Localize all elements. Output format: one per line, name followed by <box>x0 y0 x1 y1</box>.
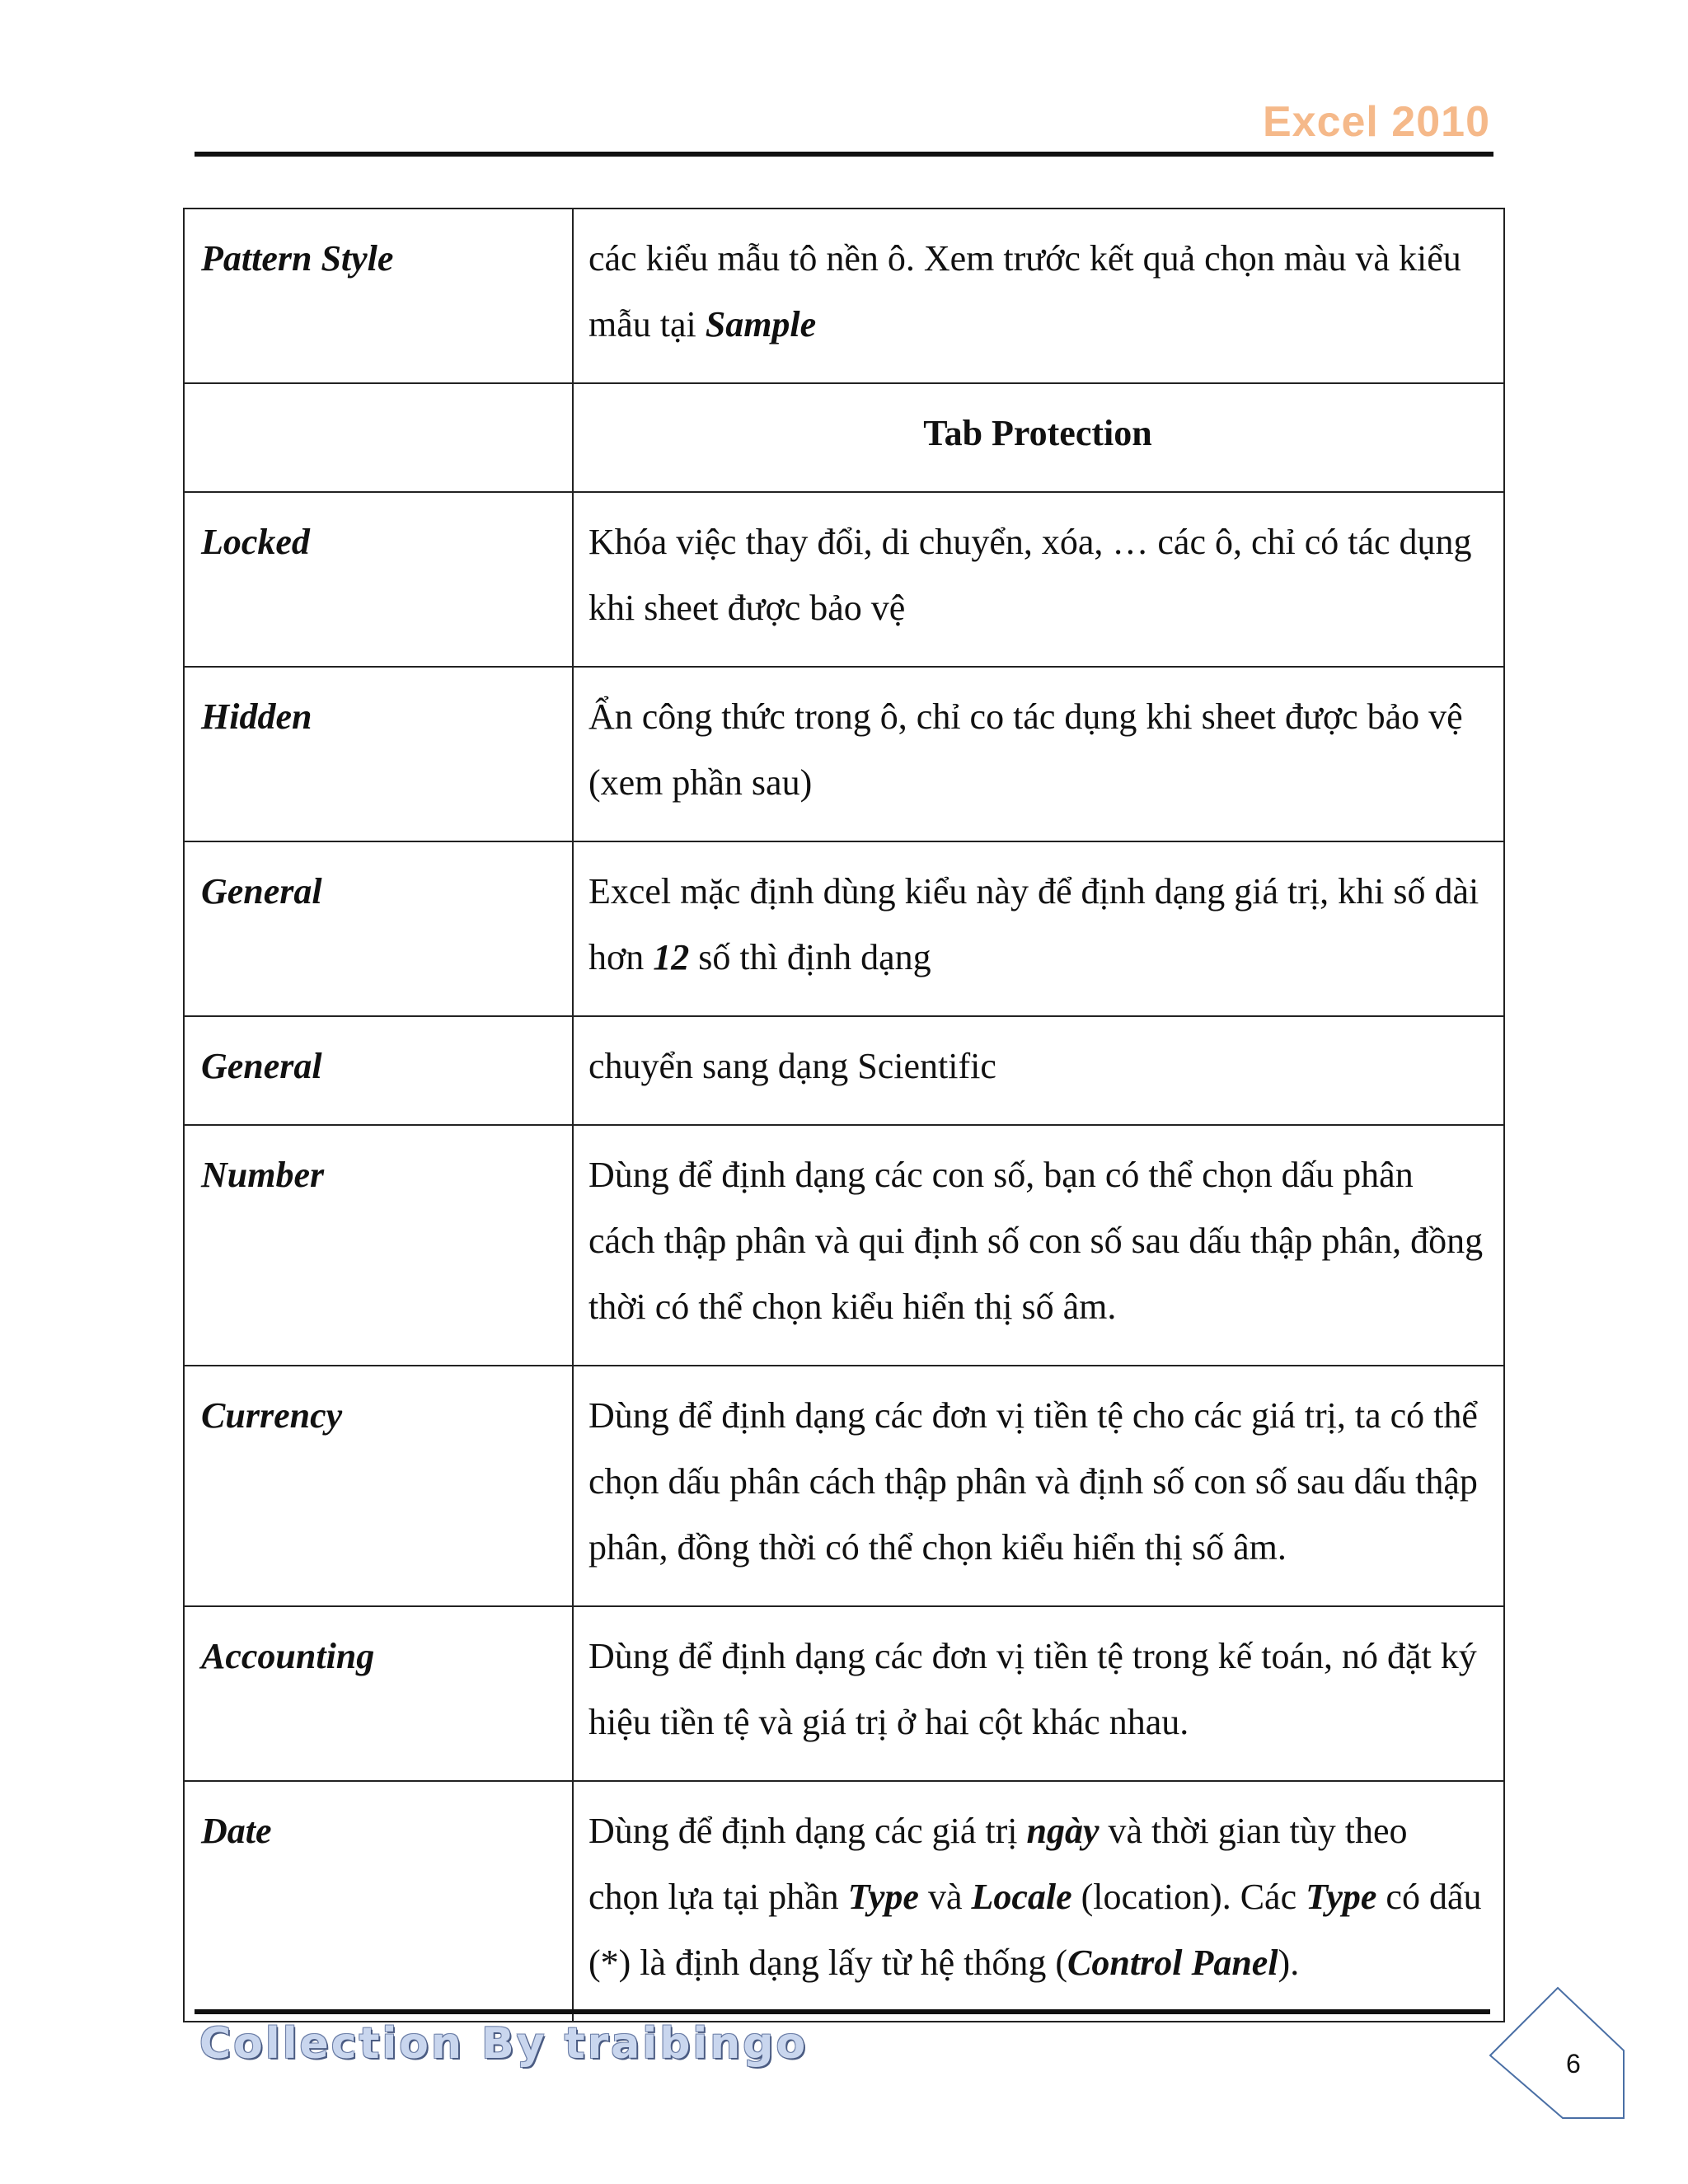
description-cell <box>573 1016 1504 1125</box>
description-cell <box>573 209 1504 383</box>
footer-text: Collection By traibingo <box>199 2019 809 2069</box>
term-cell: Accounting <box>184 1606 573 1781</box>
term-cell: General <box>184 841 573 1016</box>
description-text: Dùng để định dạng các giá trị <box>588 1811 1027 1851</box>
table-row <box>184 209 1504 383</box>
description-cell <box>573 841 1504 1016</box>
term-cell: General <box>184 1016 573 1125</box>
description-cell <box>573 492 1504 667</box>
emphasis-text: Type <box>847 1877 919 1917</box>
term-cell: Date <box>184 1781 573 2022</box>
table-row <box>184 492 1504 667</box>
section-heading: Tab Protection <box>573 383 1504 492</box>
page-number: 6 <box>1566 2049 1581 2079</box>
description-text: Ẩn công thức trong ô, chỉ co tác dụng khi sheet được bảo vệ (xem phần sau) <box>588 696 1463 803</box>
page-number-badge-icon <box>1489 1986 1625 2123</box>
term-cell <box>184 383 573 492</box>
description-text: có dấu (*) là định dạng lấy từ hệ thống ( <box>588 1877 1482 1983</box>
emphasis-text: 12 <box>653 937 690 977</box>
emphasis-text: Type <box>1306 1877 1377 1917</box>
description-cell <box>573 667 1504 841</box>
description-text: số thì định dạng <box>689 937 931 977</box>
term-cell: Currency <box>184 1366 573 1606</box>
description-text: (location). Các <box>1071 1877 1306 1917</box>
description-text: chuyển sang dạng Scientific <box>588 1046 996 1086</box>
description-text: Dùng để định dạng các đơn vị tiền tệ trong kế toán, nó đặt ký hiệu tiền tệ và giá trị ở hai cột khác nhau. <box>588 1636 1477 1742</box>
description-text: Dùng để định dạng các con số, bạn có thể chọn dấu phân cách thập phân và qui định số con số sau dấu thập phân, đồng thời có thể chọn kiểu hiển thị số âm. <box>588 1155 1484 1327</box>
description-text: ). <box>1278 1943 1300 1983</box>
header-rule <box>195 152 1493 157</box>
footer-rule <box>195 2009 1490 2014</box>
emphasis-text: Control Panel <box>1067 1943 1278 1983</box>
table-row <box>184 1606 1504 1781</box>
emphasis-text: Locale <box>971 1877 1072 1917</box>
term-cell: Pattern Style <box>184 209 573 383</box>
format-cells-table <box>183 208 1505 2022</box>
term-cell: Number <box>184 1125 573 1366</box>
term-cell: Locked <box>184 492 573 667</box>
table-row <box>184 1125 1504 1366</box>
description-cell <box>573 1606 1504 1781</box>
description-text: Dùng để định dạng các đơn vị tiền tệ cho các giá trị, ta có thể chọn dấu phân cách thập phân và định số con số sau dấu thập phân, đồng thời có thể chọn kiểu hiển thị số âm. <box>588 1395 1478 1568</box>
table-row <box>184 1016 1504 1125</box>
description-text: và thời gian tùy theo chọn lựa tại phần <box>588 1811 1408 1917</box>
emphasis-text: Sample <box>705 304 817 344</box>
term-cell: Hidden <box>184 667 573 841</box>
table-row <box>184 1781 1504 2022</box>
description-text: và <box>918 1877 972 1917</box>
description-cell <box>573 1781 1504 2022</box>
table-row <box>184 383 1504 492</box>
description-cell <box>573 1125 1504 1366</box>
description-cell <box>573 1366 1504 1606</box>
table-row <box>184 667 1504 841</box>
header-title: Excel 2010 <box>1262 98 1490 146</box>
table-row <box>184 1366 1504 1606</box>
table-row <box>184 841 1504 1016</box>
description-text: Excel mặc định dùng kiểu này để định dạng giá trị, khi số dài hơn <box>588 871 1479 977</box>
description-text: Khóa việc thay đổi, di chuyển, xóa, … các ô, chỉ có tác dụng khi sheet được bảo vệ <box>588 522 1472 628</box>
description-text: các kiểu mẫu tô nền ô. Xem trước kết quả chọn màu và kiểu mẫu tại <box>588 238 1461 344</box>
emphasis-text: ngày <box>1026 1811 1100 1851</box>
